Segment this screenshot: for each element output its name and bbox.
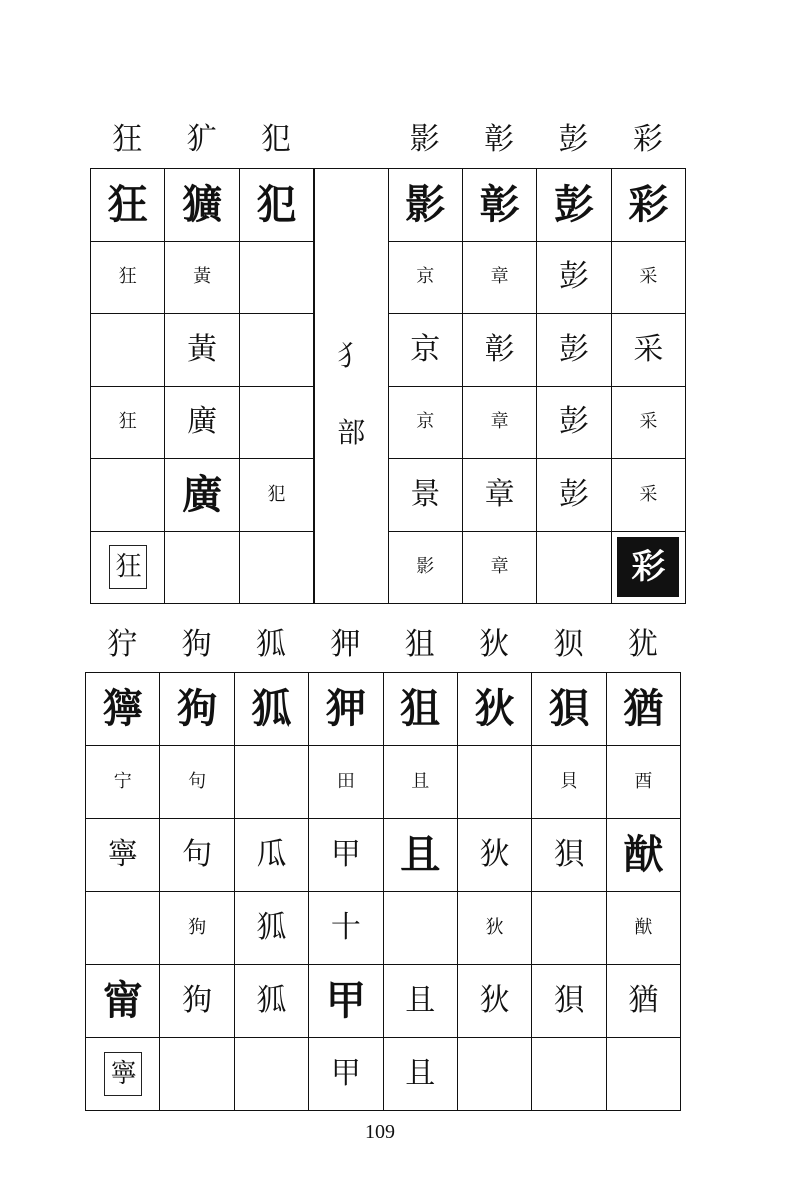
seal-glyph: 采	[639, 266, 658, 288]
glyph-cell	[537, 169, 611, 242]
glyph-cell	[235, 819, 309, 892]
glyph-cell	[309, 892, 383, 965]
seal-glyph: 狎	[325, 685, 366, 732]
glyph-cell	[607, 892, 681, 965]
glyph-cell	[160, 892, 234, 965]
seal-glyph: 獰	[102, 685, 143, 732]
seal-glyph: 狐	[256, 910, 287, 945]
glyph-cell	[389, 387, 463, 460]
headword: 影	[409, 122, 440, 157]
glyph-cell	[612, 242, 686, 315]
seal-glyph: 十	[330, 910, 361, 945]
glyph-cell	[384, 819, 458, 892]
glyph-cell	[537, 242, 611, 315]
seal-glyph: 狂	[118, 411, 137, 433]
glyph-cell	[91, 314, 165, 387]
seal-glyph: 犯	[256, 180, 297, 228]
seal-glyph: 采	[639, 411, 658, 433]
seal-glyph: 狗	[182, 983, 213, 1018]
seal-glyph: 甯	[102, 977, 143, 1024]
seal-glyph: 貝	[559, 771, 578, 792]
glyph-cell	[607, 1038, 681, 1111]
seal-glyph: 章	[490, 556, 509, 578]
headword: 狂	[112, 122, 143, 157]
seal-glyph: 狂	[107, 180, 148, 228]
headword: 狙	[404, 627, 435, 662]
seal-glyph: 酉	[634, 771, 653, 792]
top-glyph-table	[90, 168, 686, 604]
seal-stamp-glyph: 彩	[617, 537, 679, 597]
glyph-cell	[389, 532, 463, 605]
glyph-cell	[384, 746, 458, 819]
glyph-cell	[86, 965, 160, 1038]
glyph-cell	[91, 532, 165, 605]
glyph-cell	[463, 459, 537, 532]
seal-glyph: 彭	[553, 180, 594, 228]
seal-glyph: 猶	[628, 983, 659, 1018]
glyph-cell	[309, 673, 383, 746]
glyph-cell	[612, 459, 686, 532]
seal-glyph: 獷	[182, 180, 223, 228]
glyph-cell	[309, 965, 383, 1038]
seal-glyph: 章	[484, 476, 515, 512]
glyph-cell	[463, 169, 537, 242]
seal-glyph: 田	[336, 771, 355, 792]
bottom-glyph-table	[85, 672, 681, 1111]
seal-glyph: 廣	[182, 470, 223, 518]
seal-glyph: 狄	[485, 917, 504, 938]
headword: 彰	[484, 122, 515, 157]
headword: 狎	[330, 627, 361, 662]
seal-glyph: 彰	[484, 331, 515, 367]
seal-glyph: 狗	[188, 917, 207, 938]
seal-glyph: 甲	[325, 977, 366, 1024]
glyph-cell	[384, 1038, 458, 1111]
glyph-cell	[612, 532, 686, 605]
seal-glyph: 猷	[623, 831, 664, 878]
seal-glyph: 且	[400, 831, 441, 878]
seal-glyph: 犯	[267, 483, 286, 505]
seal-glyph: 狽	[553, 837, 584, 872]
glyph-cell	[384, 673, 458, 746]
glyph-cell	[160, 965, 234, 1038]
seal-glyph: 且	[411, 771, 430, 792]
headword: 狞	[107, 627, 138, 662]
glyph-cell	[240, 532, 314, 605]
headword: 狈	[553, 627, 584, 662]
glyph-cell	[91, 169, 165, 242]
seal-glyph: 彭	[558, 404, 589, 440]
seal-glyph: 狄	[474, 685, 515, 732]
glyph-cell	[240, 387, 314, 460]
glyph-cell	[309, 819, 383, 892]
headword: 狗	[181, 627, 212, 662]
glyph-cell	[537, 532, 611, 605]
glyph-cell	[532, 965, 606, 1038]
glyph-cell	[458, 1038, 532, 1111]
glyph-cell	[537, 387, 611, 460]
glyph-cell	[309, 1038, 383, 1111]
glyph-cell	[458, 819, 532, 892]
seal-glyph: 寧	[107, 837, 138, 872]
seal-glyph: 黃	[187, 331, 218, 367]
glyph-cell	[537, 459, 611, 532]
glyph-cell	[86, 892, 160, 965]
seal-glyph: 句	[182, 837, 213, 872]
glyph-cell	[91, 242, 165, 315]
glyph-cell	[458, 965, 532, 1038]
seal-glyph: 采	[639, 483, 658, 505]
seal-glyph: 狐	[256, 983, 287, 1018]
glyph-cell	[240, 169, 314, 242]
glyph-cell	[463, 242, 537, 315]
glyph-cell	[240, 459, 314, 532]
seal-glyph: 景	[410, 476, 441, 512]
glyph-cell	[91, 387, 165, 460]
seal-glyph: 彩	[628, 180, 669, 228]
seal-glyph: 章	[490, 266, 509, 288]
glyph-cell	[537, 314, 611, 387]
seal-glyph: 狽	[548, 685, 589, 732]
seal-glyph: 京	[416, 411, 435, 433]
radical-glyph: 犭	[337, 339, 366, 372]
glyph-cell	[240, 314, 314, 387]
glyph-cell	[607, 819, 681, 892]
glyph-cell	[86, 746, 160, 819]
glyph-cell	[463, 387, 537, 460]
seal-glyph: 猶	[623, 685, 664, 732]
headword: 彭	[558, 122, 589, 157]
headword: 彩	[632, 122, 663, 157]
seal-glyph: 狐	[251, 685, 292, 732]
top-headword-row	[90, 118, 685, 162]
glyph-cell	[463, 532, 537, 605]
glyph-cell	[607, 673, 681, 746]
seal-glyph: 猷	[634, 917, 653, 938]
bottom-headword-row	[85, 623, 680, 667]
headword: 犷	[186, 122, 217, 157]
glyph-cell	[389, 459, 463, 532]
seal-glyph: 彭	[558, 331, 589, 367]
seal-glyph: 彭	[558, 259, 589, 295]
seal-glyph: 影	[416, 556, 435, 578]
glyph-cell	[165, 169, 239, 242]
glyph-cell	[160, 1038, 234, 1111]
glyph-cell	[458, 673, 532, 746]
seal-glyph: 宁	[113, 771, 132, 792]
seal-glyph: 瓜	[256, 837, 287, 872]
glyph-cell	[384, 965, 458, 1038]
glyph-cell	[389, 242, 463, 315]
glyph-cell	[160, 819, 234, 892]
headword: 犹	[627, 627, 658, 662]
seal-glyph: 狂	[118, 266, 137, 288]
glyph-cell	[532, 1038, 606, 1111]
seal-glyph: 狙	[400, 685, 441, 732]
glyph-cell	[532, 819, 606, 892]
seal-glyph: 狄	[479, 983, 510, 1018]
glyph-cell	[532, 746, 606, 819]
glyph-cell	[160, 746, 234, 819]
glyph-cell	[607, 965, 681, 1038]
glyph-cell	[165, 387, 239, 460]
glyph-cell	[612, 387, 686, 460]
seal-glyph: 甲	[330, 837, 361, 872]
glyph-cell	[165, 459, 239, 532]
seal-glyph: 京	[416, 266, 435, 288]
glyph-cell	[309, 746, 383, 819]
glyph-cell	[91, 459, 165, 532]
glyph-cell	[235, 1038, 309, 1111]
seal-glyph: 章	[490, 411, 509, 433]
glyph-cell	[86, 1038, 160, 1111]
seal-glyph: 京	[410, 331, 441, 367]
seal-stamp-glyph: 狂	[109, 545, 147, 589]
glyph-cell	[235, 746, 309, 819]
glyph-cell	[165, 242, 239, 315]
seal-glyph: 甲	[330, 1056, 361, 1091]
seal-glyph: 狗	[177, 685, 218, 732]
headword: 狄	[479, 627, 510, 662]
glyph-cell	[235, 673, 309, 746]
glyph-cell	[86, 819, 160, 892]
glyph-cell	[612, 169, 686, 242]
seal-glyph: 且	[405, 1056, 436, 1091]
seal-glyph: 句	[188, 771, 207, 792]
glyph-cell	[458, 746, 532, 819]
glyph-cell	[389, 314, 463, 387]
glyph-cell	[86, 673, 160, 746]
seal-glyph: 黃	[193, 266, 212, 288]
glyph-cell	[458, 892, 532, 965]
radical-section-label	[314, 169, 388, 604]
seal-glyph: 狄	[479, 837, 510, 872]
seal-glyph: 彭	[558, 476, 589, 512]
seal-glyph: 廣	[187, 404, 218, 440]
glyph-cell	[612, 314, 686, 387]
glyph-cell	[165, 314, 239, 387]
radical-word: 部	[337, 416, 366, 449]
glyph-cell	[235, 965, 309, 1038]
glyph-cell	[532, 673, 606, 746]
headword: 犯	[260, 122, 291, 157]
seal-glyph: 采	[633, 331, 664, 367]
page-number: 109	[365, 1121, 395, 1143]
seal-glyph: 且	[405, 983, 436, 1018]
seal-stamp-glyph: 寧	[104, 1052, 142, 1096]
seal-glyph: 彰	[479, 180, 520, 228]
glyph-cell	[389, 169, 463, 242]
glyph-cell	[165, 532, 239, 605]
glyph-cell	[235, 892, 309, 965]
glyph-cell	[384, 892, 458, 965]
headword: 狐	[255, 627, 286, 662]
glyph-cell	[240, 242, 314, 315]
glyph-cell	[607, 746, 681, 819]
glyph-cell	[532, 892, 606, 965]
seal-glyph: 狽	[553, 983, 584, 1018]
glyph-cell	[160, 673, 234, 746]
glyph-cell	[463, 314, 537, 387]
seal-glyph: 影	[405, 180, 446, 228]
